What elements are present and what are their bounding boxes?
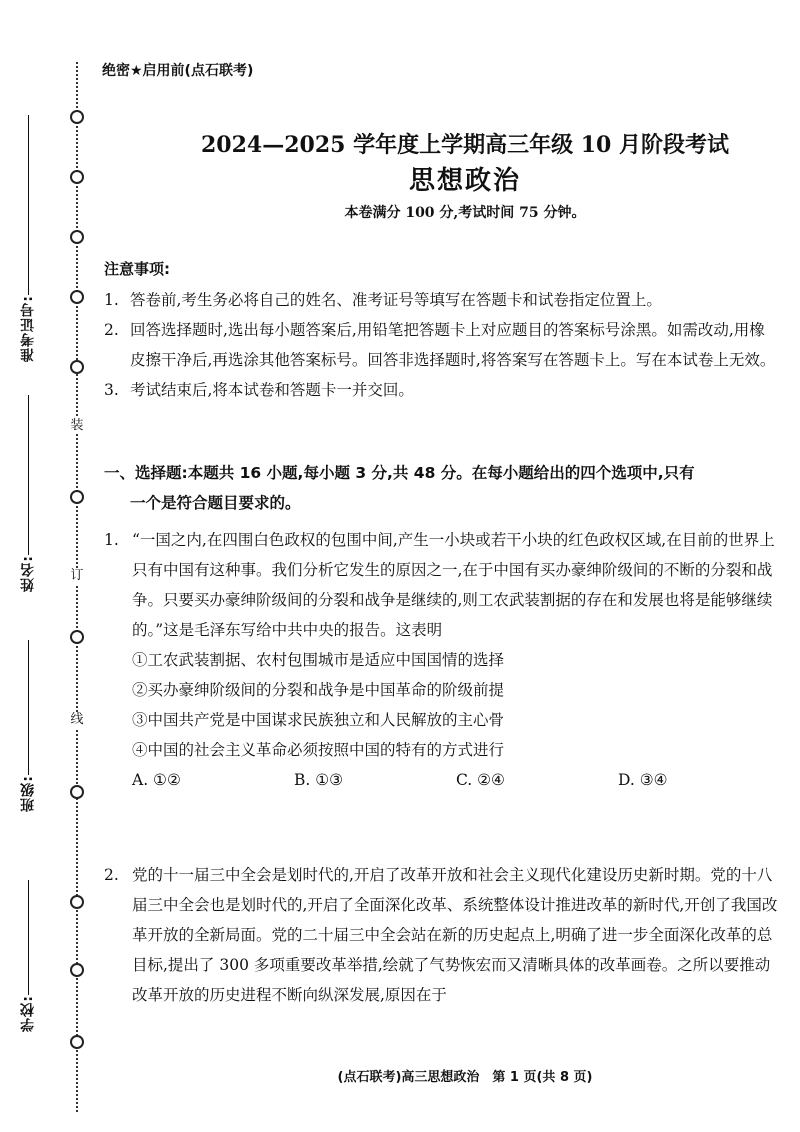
statement-4: ④中国的社会主义革命必须按照中国的特有的方式进行 [132, 741, 505, 759]
question-number: 2. [104, 866, 119, 884]
exam-number-label: 准考证号: [20, 295, 36, 362]
option-a[interactable]: A. ①② [132, 771, 181, 789]
binding-hole-icon [70, 230, 84, 244]
note-number: 3. [104, 381, 119, 399]
question-stem [104, 525, 784, 645]
subject-title: 思想政治 [408, 166, 521, 196]
question-2 [104, 860, 784, 1010]
class-label: 班级: [20, 775, 36, 812]
section-heading-line2: 一个是符合题目要求的。 [130, 494, 301, 512]
list-item [104, 315, 779, 375]
question-1 [104, 525, 784, 795]
side-field-school [16, 880, 40, 1032]
exam-number-blank[interactable] [28, 115, 29, 295]
question-text: 党的十一届三中全会是划时代的,开启了改革开放和社会主义现代化建设历史新时期。党的十八届三中全会也是划时代的,开启了全面深化改革、系统整体设计推进改革的新时代,开创了我国改革开放的全新局面。党的二十届三中全会站在新的历史起点上,明确了进一步全面深化改革的总目标,提出了 300 多项重要改革举措,绘就了气势恢宏而又清晰具体的改革画卷。之所以要推动改革开放的历史进程不断向纵深发展,原因在于 [132, 866, 778, 1004]
note-text: 考试结束后,将本试卷和答题卡一并交回。 [130, 381, 414, 399]
binding-dotted-line [76, 62, 78, 1112]
exam-info: 本卷满分 100 分,考试时间 75 分钟。 [344, 205, 586, 221]
binding-hole-icon [70, 895, 84, 909]
binding-mark-xian: 线 [70, 712, 84, 727]
statement-1: ①工农武装割据、农村包围城市是适应中国国情的选择 [132, 651, 505, 669]
note-number: 2. [104, 321, 119, 339]
note-text: 答卷前,考生务必将自己的姓名、准考证号等填写在答题卡和试卷指定位置上。 [130, 291, 662, 309]
binding-mark-zhuang: 装 [70, 418, 84, 433]
list-item [104, 285, 779, 315]
question-text: “一国之内,在四围白色政权的包围中间,产生一小块或若干小块的红色政权区域,在目前的世界上只有中国有这种事。我们分析它发生的原因之一,在于中国有买办豪绅阶级间的不断的分裂和战争。只要买办豪绅阶级间的分裂和战争是继续的,则工农武装割据的存在和发展也将是能够继续的。”这是毛泽东写给中共中央的报告。这表明 [132, 531, 775, 639]
school-label: 学校: [20, 995, 36, 1032]
confidential-label: 绝密★启用前(点石联考) [102, 63, 254, 79]
side-field-name [16, 395, 40, 592]
notes-block [104, 258, 779, 405]
binding-hole-icon [70, 490, 84, 504]
side-field-exam-number [16, 115, 40, 362]
binding-hole-icon [70, 1035, 84, 1049]
exam-title: 2024—2025 学年度上学期高三年级 10 月阶段考试 [200, 132, 730, 158]
binding-hole-icon [70, 963, 84, 977]
option-d[interactable]: D. ③④ [618, 771, 668, 789]
option-b[interactable]: B. ①③ [294, 771, 344, 789]
page-footer: (点石联考)高三思想政治 第 1 页(共 8 页) [337, 1070, 593, 1085]
statement-3: ③中国共产党是中国谋求民族独立和人民解放的主心骨 [132, 711, 505, 729]
binding-mark-ding: 订 [70, 568, 84, 583]
question-number: 1. [104, 531, 119, 549]
list-item [104, 375, 779, 405]
question-stem [104, 860, 784, 1010]
class-blank[interactable] [28, 640, 29, 775]
answer-options [104, 765, 784, 795]
name-blank[interactable] [28, 395, 29, 555]
notes-heading: 注意事项: [104, 260, 170, 278]
section-heading [104, 458, 794, 518]
binding-hole-icon [70, 110, 84, 124]
binding-hole-icon [70, 360, 84, 374]
section-heading-line1: 一、选择题:本题共 16 小题,每小题 3 分,共 48 分。在每小题给出的四个选项中,只有 [104, 464, 695, 482]
binding-hole-icon [70, 630, 84, 644]
school-blank[interactable] [28, 880, 29, 995]
note-number: 1. [104, 291, 119, 309]
note-text: 回答选择题时,选出每小题答案后,用铅笔把答题卡上对应题目的答案标号涂黑。如需改动,用橡皮擦干净后,再选涂其他答案标号。回答非选择题时,将答案写在答题卡上。写在本试卷上无效。 [130, 321, 776, 369]
statement-2: ②买办豪绅阶级间的分裂和战争是中国革命的阶级前提 [132, 681, 505, 699]
name-label: 姓名: [20, 555, 36, 592]
binding-hole-icon [70, 785, 84, 799]
side-field-class [16, 640, 40, 812]
binding-hole-icon [70, 290, 84, 304]
binding-hole-icon [70, 170, 84, 184]
option-c[interactable]: C. ②④ [456, 771, 505, 789]
